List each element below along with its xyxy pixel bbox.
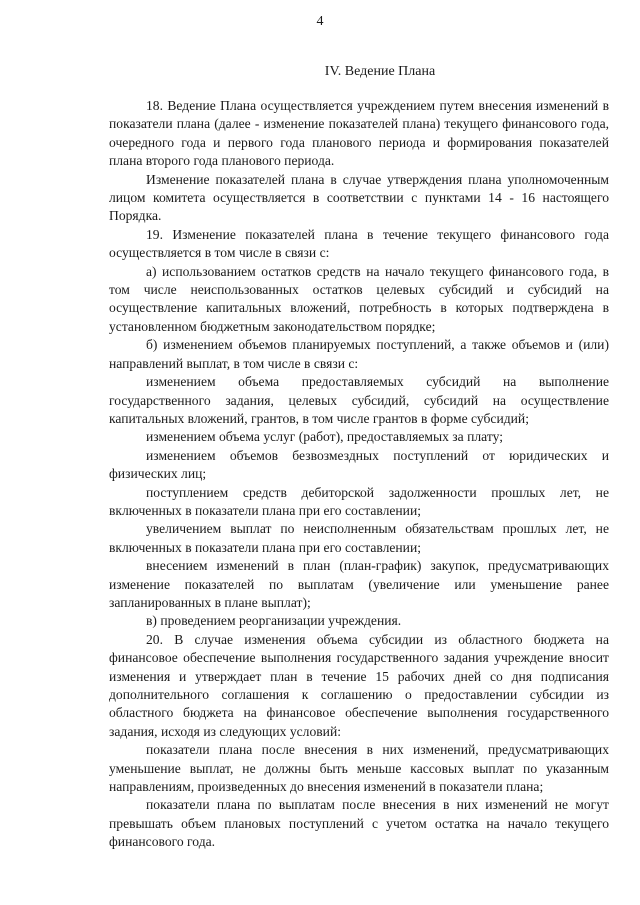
- paragraph-19-b-subsidies: изменением объема предоставляемых субсидий на выполнение государственного задания, целевых субсидий, субсидий на осуществление капитальных вложений, грантов, в том числе грантов в форме субсидий;: [109, 374, 609, 426]
- paragraph-19-b-services: изменением объема услуг (работ), предоставляемых за плату;: [146, 429, 503, 445]
- paragraph-19-b-receivables: поступлением средств дебиторской задолженности прошлых лет, не включенных в показатели плана при его составлении;: [109, 484, 609, 518]
- paragraph-19: 19. Изменение показателей плана в течение текущего финансового года осуществляется в том числе в связи с:: [109, 226, 609, 261]
- section-title: IV. Ведение Плана: [324, 64, 436, 79]
- document-body: [109, 97, 609, 852]
- paragraph-19-b-donations: изменением объемов безвозмездных поступлений от юридических и физических лиц;: [109, 447, 609, 482]
- paragraph-19-a: а) использованием остатков средств на начало текущего финансового года, в том числе неиспользованных остатков целевых субсидий и субсидий на осуществление капитальных вложений, потребность в которых подтверждена в установленном бюджетным законодательством порядке;: [109, 263, 609, 334]
- paragraph-19-b-procurement: внесением изменений в план (план-график) закупок, предусматривающих изменение показателей по выплатам (увеличение или уменьшение ранее запланированных в плане выплат);: [109, 558, 609, 610]
- paragraph-20-condition-2: показатели плана по выплатам после внесения в них изменений не могут превышать объем плановых поступлений с учетом остатка на начало текущего финансового года.: [109, 797, 609, 850]
- paragraph-20: 20. В случае изменения объема субсидии из областного бюджета на финансовое обеспечение выполнения государственного задания учреждение вносит изменения и утверждает план в течение 15 рабочих дней со дня подписания дополнительного соглашения к соглашению о предоставлении субсидии из областного бюджета на финансовое обеспечение выполнения государственного задания, исходя из следующих условий:: [109, 631, 609, 739]
- paragraph-plan-approval: Изменение показателей плана в случае утверждения плана уполномоченным лицом комитета осуществляется в соответствии с пунктами 14 - 16 настоящего Порядка.: [109, 171, 609, 224]
- paragraph-19-b-obligations: увеличением выплат по неисполненным обязательствам прошлых лет, не включенных в показатели плана при его составлении;: [109, 521, 609, 555]
- paragraph-20-condition-1: показатели плана после внесения в них изменений, предусматривающих уменьшение выплат, не должны быть меньше кассовых выплат по указанным направлениям, произведенных до внесения изменений в показатели плана;: [109, 742, 609, 795]
- paragraph-18: 18. Ведение Плана осуществляется учреждением путем внесения изменений в показатели плана (далее - изменение показателей плана) текущего финансового года, очередного года и первого года планового периода и формирования показателей плана второго года планового периода.: [109, 98, 609, 169]
- page-number: 4: [316, 14, 324, 29]
- paragraph-19-b: б) изменением объемов планируемых поступлений, а также объемов и (или) направлений выплат, в том числе в связи с:: [109, 337, 609, 371]
- paragraph-19-v: в) проведением реорганизации учреждения.: [146, 613, 402, 629]
